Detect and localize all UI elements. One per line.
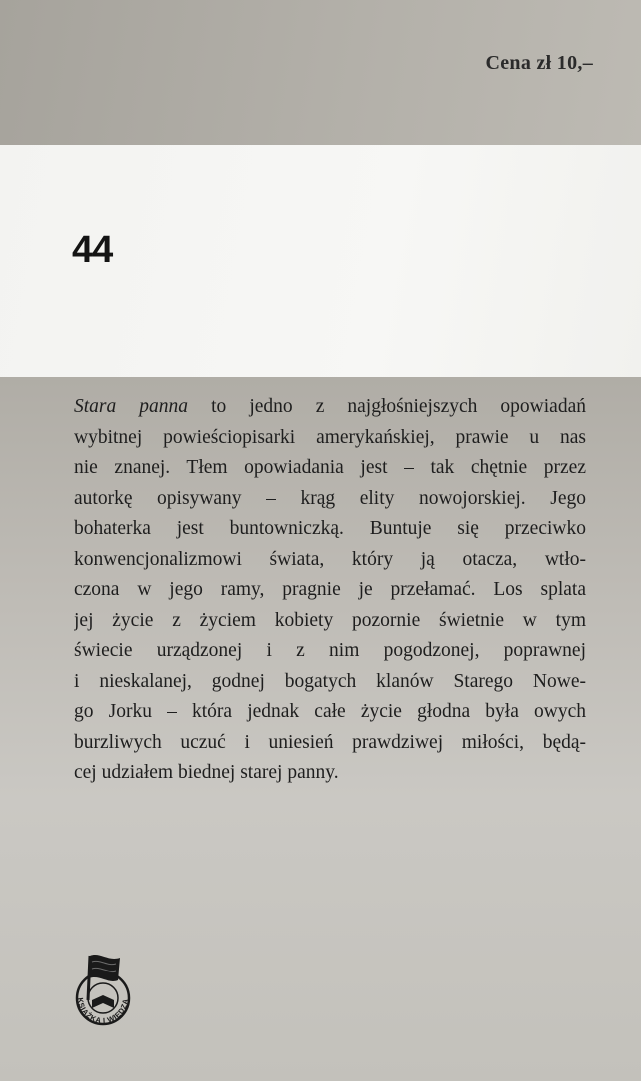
series-number: 44 (72, 229, 113, 271)
blurb-first-line-text: to jedno z najgłośniejszych opowiadań (188, 396, 586, 417)
publisher-logo-icon (70, 950, 136, 1028)
price-label: Cena zł 10,– (485, 52, 593, 74)
blurb-line: świecie urządzonej i z nim pogodzonej, poprawnej (74, 640, 586, 661)
blurb-line: go Jorku – która jednak całe życie głodna była owych (74, 701, 586, 722)
blurb-text (74, 392, 586, 789)
blurb-line: burzliwych uczuć i uniesień prawdziwej miłości, będą- (74, 731, 586, 753)
blurb-line (74, 392, 586, 423)
blurb-line: bohaterka jest buntowniczką. Buntuje się przeciwko (74, 518, 586, 539)
book-title: Stara panna (74, 396, 189, 417)
logo-ring-text: KSIĄŻKA I WIEDZA (75, 997, 131, 1026)
blurb-line: czona w jego ramy, pragnie je przełamać. Los splata (74, 579, 586, 600)
blurb-line: nie znanej. Tłem opowiadania jest – tak chętnie przez (74, 457, 586, 478)
blurb-line: cej udziałem biednej starej panny. (74, 762, 339, 783)
blurb-line: konwencjonalizmowi świata, który ją otacza, wtło- (74, 548, 586, 570)
blurb-line: jej życie z życiem kobiety pozornie świetnie w tym (74, 609, 586, 631)
blurb-line: i nieskalanej, godnej bogatych klanów Starego Nowe- (74, 670, 586, 692)
blurb-line: autorkę opisywany – krąg elity nowojorskiej. Jego (74, 487, 586, 509)
blurb-line: wybitnej powieściopisarki amerykańskiej, prawie u nas (74, 426, 586, 448)
